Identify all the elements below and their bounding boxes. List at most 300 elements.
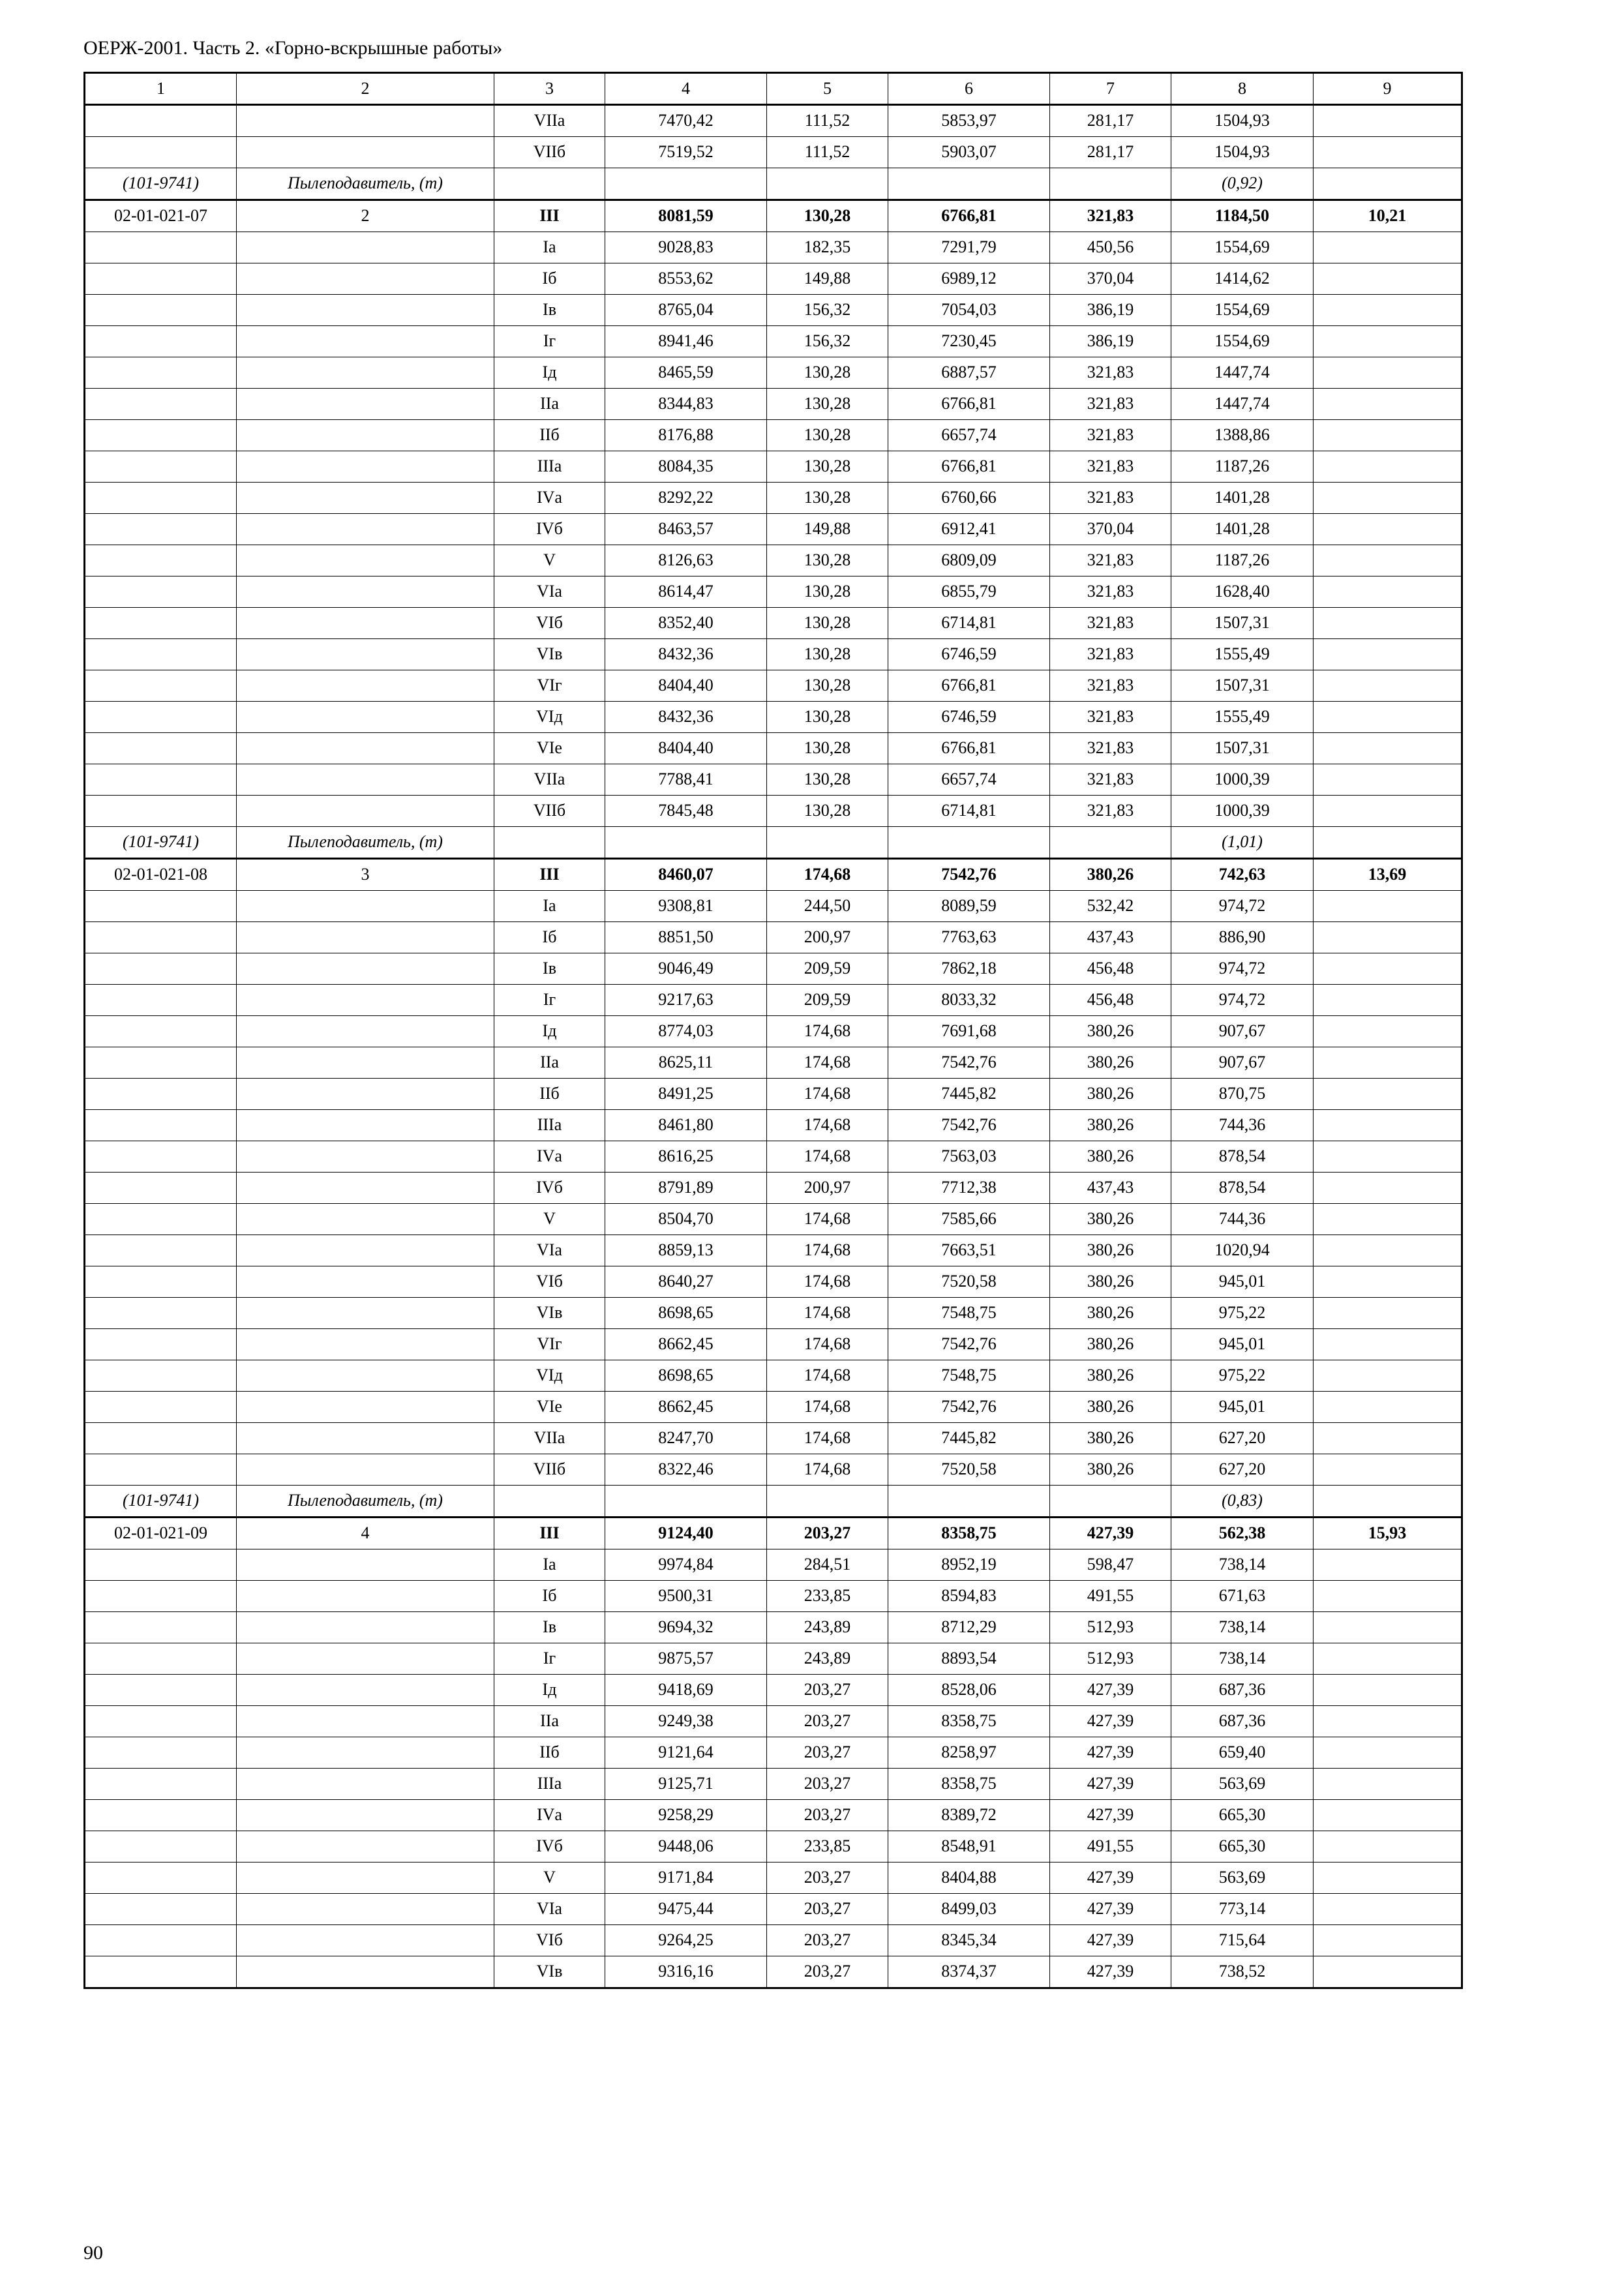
table-cell-col2 [237, 1173, 494, 1204]
table-cell-col8: 671,63 [1171, 1581, 1314, 1612]
table-cell-col8: 738,52 [1171, 1956, 1314, 1988]
column-number-cell: 3 [494, 73, 605, 105]
table-row [85, 1079, 1462, 1110]
table-cell-col7: 437,43 [1050, 1173, 1171, 1204]
table-cell-col7: 491,55 [1050, 1831, 1171, 1863]
table-cell-col9 [1314, 1863, 1462, 1894]
table-cell-col9 [1314, 1925, 1462, 1956]
table-cell-col8: 1187,26 [1171, 545, 1314, 576]
table-cell-col9 [1314, 1800, 1462, 1831]
table-cell-col5: 130,28 [767, 357, 888, 389]
table-cell-col2 [237, 891, 494, 922]
table-cell-col5: 111,52 [767, 105, 888, 137]
table-cell-col5: 244,50 [767, 891, 888, 922]
table-cell-col2 [237, 1831, 494, 1863]
table-cell-col8: 738,14 [1171, 1612, 1314, 1643]
table-row [85, 1173, 1462, 1204]
table-cell-col9 [1314, 1141, 1462, 1173]
table-cell-col1 [85, 420, 237, 451]
table-cell-col6: 7548,75 [888, 1298, 1050, 1329]
table-row [85, 1549, 1462, 1581]
table-cell-col2 [237, 608, 494, 639]
table-cell-col5: 174,68 [767, 1392, 888, 1423]
table-cell-col1 [85, 295, 237, 326]
table-cell-col8: 738,14 [1171, 1549, 1314, 1581]
page-header: ОЕРЖ-2001. Часть 2. «Горно-вскрышные работы» [83, 37, 503, 59]
table-cell-col6: 8499,03 [888, 1894, 1050, 1925]
table-cell-col6: 8548,91 [888, 1831, 1050, 1863]
table-cell-col6: 7663,51 [888, 1235, 1050, 1266]
table-cell-col5: 174,68 [767, 1016, 888, 1047]
table-cell-col1 [85, 670, 237, 702]
table-cell-col3: VIв [494, 1956, 605, 1988]
table-cell-col1 [85, 1266, 237, 1298]
table-row [85, 357, 1462, 389]
table-cell-col9 [1314, 1329, 1462, 1360]
table-cell-col7: 427,39 [1050, 1800, 1171, 1831]
table-cell-col7: 427,39 [1050, 1737, 1171, 1769]
table-cell-col9 [1314, 1392, 1462, 1423]
table-cell-col3: IVб [494, 1173, 605, 1204]
table-cell-col1: 02-01-021-08 [85, 859, 237, 891]
table-cell-col3: III [494, 200, 605, 232]
table-cell-col5: 130,28 [767, 764, 888, 796]
table-cell-col3: IVа [494, 1800, 605, 1831]
table-cell-col2: Пылеподавитель, (т) [237, 168, 494, 200]
table-cell-col9 [1314, 922, 1462, 953]
table-cell-col2 [237, 389, 494, 420]
table-cell-col5: 203,27 [767, 1800, 888, 1831]
table-cell-col2 [237, 1266, 494, 1298]
table-cell-col5: 203,27 [767, 1706, 888, 1737]
table-cell-col8: 974,72 [1171, 985, 1314, 1016]
table-cell-col8: 1388,86 [1171, 420, 1314, 451]
table-cell-col4: 8791,89 [605, 1173, 767, 1204]
column-number-cell: 7 [1050, 73, 1171, 105]
table-cell-col7: 380,26 [1050, 1329, 1171, 1360]
table-cell-col5: 174,68 [767, 1235, 888, 1266]
table-cell-col2 [237, 796, 494, 827]
table-cell-col9 [1314, 420, 1462, 451]
table-row [85, 295, 1462, 326]
table-cell-col2 [237, 1047, 494, 1079]
table-cell-col9 [1314, 796, 1462, 827]
table-cell-col5: 130,28 [767, 483, 888, 514]
table-cell-col7: 380,26 [1050, 1454, 1171, 1486]
table-cell-col6: 6657,74 [888, 420, 1050, 451]
table-cell-col2 [237, 1360, 494, 1392]
column-number-cell: 6 [888, 73, 1050, 105]
column-number-cell: 2 [237, 73, 494, 105]
table-cell-col1: 02-01-021-07 [85, 200, 237, 232]
table-cell-col9 [1314, 1423, 1462, 1454]
table-cell-col6: 7542,76 [888, 859, 1050, 891]
table-cell-col7: 512,93 [1050, 1643, 1171, 1675]
table-cell-col1 [85, 576, 237, 608]
table-cell-col9 [1314, 389, 1462, 420]
table-cell-col3: IIб [494, 1737, 605, 1769]
table-cell-col2 [237, 1925, 494, 1956]
table-cell-col4: 8859,13 [605, 1235, 767, 1266]
table-cell-col2 [237, 670, 494, 702]
table-cell-col7: 598,47 [1050, 1549, 1171, 1581]
table-cell-col8: 738,14 [1171, 1643, 1314, 1675]
table-row [85, 389, 1462, 420]
table-cell-col9: 10,21 [1314, 200, 1462, 232]
table-cell-col7: 380,26 [1050, 1204, 1171, 1235]
table-cell-col8: 1555,49 [1171, 639, 1314, 670]
table-cell-col1 [85, 1047, 237, 1079]
table-cell-col1 [85, 639, 237, 670]
table-cell-col7: 321,83 [1050, 608, 1171, 639]
table-cell-col2: 2 [237, 200, 494, 232]
table-cell-col6: 6766,81 [888, 389, 1050, 420]
table-row [85, 1518, 1462, 1549]
table-cell-col5: 130,28 [767, 420, 888, 451]
table-cell-col4: 8352,40 [605, 608, 767, 639]
table-cell-col4: 8662,45 [605, 1392, 767, 1423]
table-cell-col8: 742,63 [1171, 859, 1314, 891]
table-cell-col5: 130,28 [767, 702, 888, 733]
table-cell-col5: 233,85 [767, 1581, 888, 1612]
table-cell-col7: 281,17 [1050, 105, 1171, 137]
table-cell-col7: 386,19 [1050, 326, 1171, 357]
table-cell-col9 [1314, 733, 1462, 764]
table-cell-col8: 1401,28 [1171, 483, 1314, 514]
table-row [85, 1800, 1462, 1831]
table-cell-col7: 370,04 [1050, 514, 1171, 545]
table-cell-col3: VIIа [494, 764, 605, 796]
table-cell-col4: 8614,47 [605, 576, 767, 608]
table-cell-col2 [237, 1016, 494, 1047]
table-cell-col7: 380,26 [1050, 1266, 1171, 1298]
table-row [85, 1204, 1462, 1235]
table-cell-col2 [237, 1549, 494, 1581]
table-cell-col8: 687,36 [1171, 1706, 1314, 1737]
table-cell-col6: 5853,97 [888, 105, 1050, 137]
table-cell-col4: 7470,42 [605, 105, 767, 137]
table-cell-col3: Iб [494, 922, 605, 953]
table-cell-col9 [1314, 1486, 1462, 1518]
column-number-row [85, 73, 1462, 105]
table-cell-col6: 7585,66 [888, 1204, 1050, 1235]
table-cell-col8: 1554,69 [1171, 232, 1314, 263]
table-cell-col8: 665,30 [1171, 1800, 1314, 1831]
table-cell-col5: 284,51 [767, 1549, 888, 1581]
table-cell-col4: 9448,06 [605, 1831, 767, 1863]
table-cell-col2 [237, 1956, 494, 1988]
table-cell-col1 [85, 891, 237, 922]
table-cell-col5: 156,32 [767, 326, 888, 357]
table-cell-col9 [1314, 1549, 1462, 1581]
table-cell-col1 [85, 357, 237, 389]
table-cell-col4: 8463,57 [605, 514, 767, 545]
table-cell-col5: 174,68 [767, 1141, 888, 1173]
table-cell-col7: 427,39 [1050, 1518, 1171, 1549]
table-cell-col9 [1314, 953, 1462, 985]
table-cell-col8: 563,69 [1171, 1863, 1314, 1894]
table-cell-col5: 174,68 [767, 1360, 888, 1392]
table-cell-col8: 1507,31 [1171, 670, 1314, 702]
table-cell-col5: 203,27 [767, 1518, 888, 1549]
table-cell-col8: 878,54 [1171, 1141, 1314, 1173]
table-cell-col4: 8084,35 [605, 451, 767, 483]
table-cell-col7: 456,48 [1050, 985, 1171, 1016]
table-cell-col3: IIб [494, 420, 605, 451]
table-row [85, 1141, 1462, 1173]
table-cell-col1 [85, 1298, 237, 1329]
table-cell-col6: 8089,59 [888, 891, 1050, 922]
table-cell-col2 [237, 1706, 494, 1737]
table-cell-col7: 321,83 [1050, 639, 1171, 670]
table-cell-col3: Iд [494, 1675, 605, 1706]
table-cell-col6: 8033,32 [888, 985, 1050, 1016]
table-cell-col1 [85, 1831, 237, 1863]
table-cell-col1 [85, 232, 237, 263]
table-cell-col7: 512,93 [1050, 1612, 1171, 1643]
table-cell-col1 [85, 1329, 237, 1360]
table-cell-col8: 665,30 [1171, 1831, 1314, 1863]
table-cell-col1 [85, 702, 237, 733]
table-cell-col9 [1314, 545, 1462, 576]
table-cell-col7: 321,83 [1050, 670, 1171, 702]
table-cell-col5: 130,28 [767, 200, 888, 232]
table-cell-col1 [85, 1079, 237, 1110]
table-row [85, 420, 1462, 451]
table-cell-col7: 450,56 [1050, 232, 1171, 263]
table-cell-col7: 437,43 [1050, 922, 1171, 953]
table-cell-col9 [1314, 1360, 1462, 1392]
table-cell-col8: (1,01) [1171, 827, 1314, 859]
table-row [85, 545, 1462, 576]
table-cell-col9 [1314, 357, 1462, 389]
table-cell-col3: VIIб [494, 137, 605, 168]
table-cell-col9 [1314, 263, 1462, 295]
table-cell-col8: 945,01 [1171, 1329, 1314, 1360]
table-cell-col8: 974,72 [1171, 953, 1314, 985]
table-cell-col2 [237, 1298, 494, 1329]
column-number-cell: 5 [767, 73, 888, 105]
table-cell-col9 [1314, 105, 1462, 137]
table-cell-col2 [237, 1392, 494, 1423]
table-cell-col3: IIа [494, 389, 605, 420]
table-cell-col3: VIа [494, 1894, 605, 1925]
table-cell-col1 [85, 545, 237, 576]
table-cell-col8: 744,36 [1171, 1204, 1314, 1235]
table-row [85, 922, 1462, 953]
table-cell-col5: 243,89 [767, 1612, 888, 1643]
table-cell-col8: 1504,93 [1171, 105, 1314, 137]
table-cell-col7 [1050, 168, 1171, 200]
table-cell-col5: 174,68 [767, 1204, 888, 1235]
table-cell-col5: 209,59 [767, 985, 888, 1016]
table-cell-col3: Iд [494, 1016, 605, 1047]
table-cell-col4: 9028,83 [605, 232, 767, 263]
table-cell-col4: 8698,65 [605, 1298, 767, 1329]
table-cell-col9 [1314, 827, 1462, 859]
table-cell-col8: 1507,31 [1171, 608, 1314, 639]
table-cell-col3: V [494, 1204, 605, 1235]
table-cell-col3: IIб [494, 1079, 605, 1110]
table-cell-col4: 8941,46 [605, 326, 767, 357]
table-row [85, 1454, 1462, 1486]
table-cell-col2: 4 [237, 1518, 494, 1549]
table-cell-col1 [85, 1769, 237, 1800]
table-cell-col4: 9249,38 [605, 1706, 767, 1737]
table-cell-col3: Iб [494, 263, 605, 295]
table-cell-col9 [1314, 1894, 1462, 1925]
table-cell-col6: 8528,06 [888, 1675, 1050, 1706]
table-cell-col8: 687,36 [1171, 1675, 1314, 1706]
table-cell-col8: 870,75 [1171, 1079, 1314, 1110]
table-row [85, 670, 1462, 702]
table-cell-col2 [237, 545, 494, 576]
table-cell-col5: 174,68 [767, 1047, 888, 1079]
table-cell-col6 [888, 827, 1050, 859]
table-cell-col6: 8893,54 [888, 1643, 1050, 1675]
table-cell-col9 [1314, 670, 1462, 702]
table-cell-col1 [85, 1737, 237, 1769]
table-cell-col1 [85, 1612, 237, 1643]
table-cell-col3: IIа [494, 1706, 605, 1737]
table-cell-col2 [237, 514, 494, 545]
table-cell-col4: 9046,49 [605, 953, 767, 985]
table-cell-col8: 945,01 [1171, 1392, 1314, 1423]
table-cell-col8: 715,64 [1171, 1925, 1314, 1956]
table-cell-col4: 8491,25 [605, 1079, 767, 1110]
table-row [85, 1266, 1462, 1298]
table-cell-col7: 380,26 [1050, 1016, 1171, 1047]
table-cell-col8: 975,22 [1171, 1360, 1314, 1392]
table-cell-col4: 9694,32 [605, 1612, 767, 1643]
table-cell-col6: 5903,07 [888, 137, 1050, 168]
table-cell-col5 [767, 168, 888, 200]
page-number: 90 [83, 2242, 103, 2264]
table-cell-col1 [85, 105, 237, 137]
table-cell-col2 [237, 1800, 494, 1831]
table-cell-col8: 975,22 [1171, 1298, 1314, 1329]
table-cell-col1 [85, 1016, 237, 1047]
table-cell-col9 [1314, 232, 1462, 263]
table-cell-col1 [85, 1800, 237, 1831]
table-cell-col7: 427,39 [1050, 1769, 1171, 1800]
table-cell-col9 [1314, 1612, 1462, 1643]
table-cell-col2 [237, 263, 494, 295]
table-row [85, 1360, 1462, 1392]
table-cell-col3: III [494, 1518, 605, 1549]
table-cell-col5: 149,88 [767, 263, 888, 295]
table-cell-col3: VIе [494, 1392, 605, 1423]
table-cell-col1 [85, 1549, 237, 1581]
table-cell-col3: IIIа [494, 1110, 605, 1141]
table-cell-col5: 203,27 [767, 1863, 888, 1894]
table-cell-col7: 380,26 [1050, 1047, 1171, 1079]
table-cell-col6: 7563,03 [888, 1141, 1050, 1173]
table-cell-col7: 427,39 [1050, 1675, 1171, 1706]
table-cell-col3: IVа [494, 1141, 605, 1173]
table-cell-col4: 9500,31 [605, 1581, 767, 1612]
table-cell-col9 [1314, 1769, 1462, 1800]
table-cell-col6: 6809,09 [888, 545, 1050, 576]
table-cell-col6: 7542,76 [888, 1329, 1050, 1360]
table-cell-col2 [237, 733, 494, 764]
table-cell-col9 [1314, 576, 1462, 608]
table-cell-col3: VIв [494, 1298, 605, 1329]
table-cell-col7: 456,48 [1050, 953, 1171, 985]
table-cell-col3: VIг [494, 670, 605, 702]
table-cell-col5: 130,28 [767, 733, 888, 764]
table-cell-col1 [85, 1110, 237, 1141]
table-cell-col2 [237, 922, 494, 953]
table-cell-col9 [1314, 1079, 1462, 1110]
table-cell-col7: 380,26 [1050, 1110, 1171, 1141]
table-cell-col8: 1447,74 [1171, 357, 1314, 389]
table-cell-col2 [237, 137, 494, 168]
table-row [85, 1235, 1462, 1266]
table-cell-col4: 8616,25 [605, 1141, 767, 1173]
table-cell-col7: 380,26 [1050, 1423, 1171, 1454]
table-cell-col4: 8465,59 [605, 357, 767, 389]
table-cell-col4: 8504,70 [605, 1204, 767, 1235]
table-cell-col2 [237, 357, 494, 389]
table-cell-col3: Iа [494, 232, 605, 263]
table-cell-col5: 111,52 [767, 137, 888, 168]
table-cell-col3: VIб [494, 1925, 605, 1956]
table-cell-col1 [85, 326, 237, 357]
table-row [85, 1894, 1462, 1925]
table-cell-col3: Iб [494, 1581, 605, 1612]
table-cell-col7: 321,83 [1050, 451, 1171, 483]
table-cell-col4: 8765,04 [605, 295, 767, 326]
table-cell-col9: 15,93 [1314, 1518, 1462, 1549]
table-cell-col5: 200,97 [767, 1173, 888, 1204]
table-cell-col7: 321,83 [1050, 545, 1171, 576]
table-cell-col3 [494, 168, 605, 200]
table-cell-col3: VIIб [494, 1454, 605, 1486]
table-cell-col6: 6989,12 [888, 263, 1050, 295]
table-cell-col4: 9124,40 [605, 1518, 767, 1549]
table-row [85, 639, 1462, 670]
table-cell-col2 [237, 1643, 494, 1675]
table-cell-col5: 130,28 [767, 670, 888, 702]
table-row [85, 326, 1462, 357]
table-cell-col4: 7519,52 [605, 137, 767, 168]
table-cell-col5: 130,28 [767, 389, 888, 420]
table-row [85, 1047, 1462, 1079]
table-row [85, 1956, 1462, 1988]
table-cell-col8: 1555,49 [1171, 702, 1314, 733]
table-cell-col9 [1314, 1956, 1462, 1988]
table-cell-col3: VIд [494, 702, 605, 733]
table-cell-col5: 203,27 [767, 1925, 888, 1956]
table-cell-col1 [85, 1925, 237, 1956]
table-cell-col1 [85, 764, 237, 796]
table-cell-col7: 491,55 [1050, 1581, 1171, 1612]
table-cell-col9 [1314, 702, 1462, 733]
table-row [85, 1675, 1462, 1706]
table-cell-col1 [85, 953, 237, 985]
table-cell-col3: VIб [494, 1266, 605, 1298]
table-cell-col1: 02-01-021-09 [85, 1518, 237, 1549]
table-cell-col7: 370,04 [1050, 263, 1171, 295]
table-row [85, 1392, 1462, 1423]
table-cell-col8: 1000,39 [1171, 764, 1314, 796]
table-cell-col8: 1504,93 [1171, 137, 1314, 168]
table-row [85, 514, 1462, 545]
table-cell-col4: 8432,36 [605, 639, 767, 670]
table-cell-col4: 8081,59 [605, 200, 767, 232]
table-cell-col7: 321,83 [1050, 483, 1171, 514]
